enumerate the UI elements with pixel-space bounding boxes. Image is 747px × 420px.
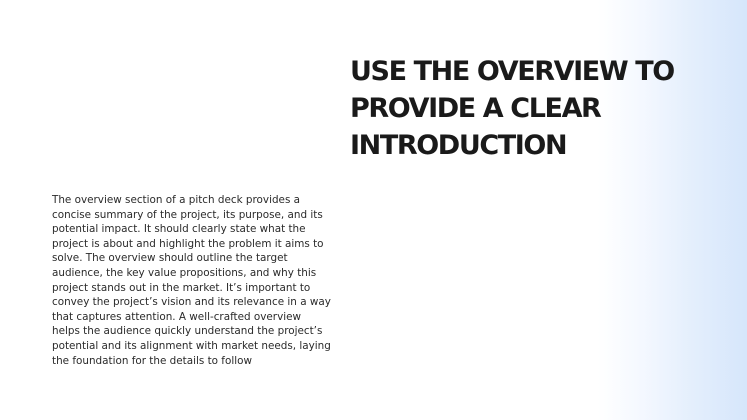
paragraph-line: solve. The overview should outline the target xyxy=(52,252,288,265)
paragraph-line: project stands out in the market. It’s important to xyxy=(52,281,311,294)
slide-title xyxy=(350,53,730,164)
paragraph-line: the foundation for the details to follow xyxy=(52,354,252,367)
slide-title-line: PROVIDE A CLEAR xyxy=(350,93,601,124)
paragraph-line: potential impact. It should clearly state what the xyxy=(52,223,306,236)
paragraph-line: that captures attention. A well-crafted overview xyxy=(52,310,302,323)
paragraph-line: The overview section of a pitch deck provides a xyxy=(52,194,301,206)
overview-paragraph xyxy=(52,193,352,368)
paragraph-line: potential and its alignment with market needs, laying xyxy=(52,339,331,352)
paragraph-line: audience, the key value propositions, and why this xyxy=(52,266,317,279)
paragraph-line: helps the audience quickly understand the project’s xyxy=(52,325,323,338)
paragraph-line: project is about and highlight the problem it aims to xyxy=(52,237,324,250)
paragraph-line: convey the project’s vision and its relevance in a way xyxy=(52,296,331,309)
paragraph-line: concise summary of the project, its purpose, and its xyxy=(52,208,323,221)
slide-title-line: INTRODUCTION xyxy=(350,130,567,161)
slide-title-line: USE THE OVERVIEW TO xyxy=(350,56,674,87)
